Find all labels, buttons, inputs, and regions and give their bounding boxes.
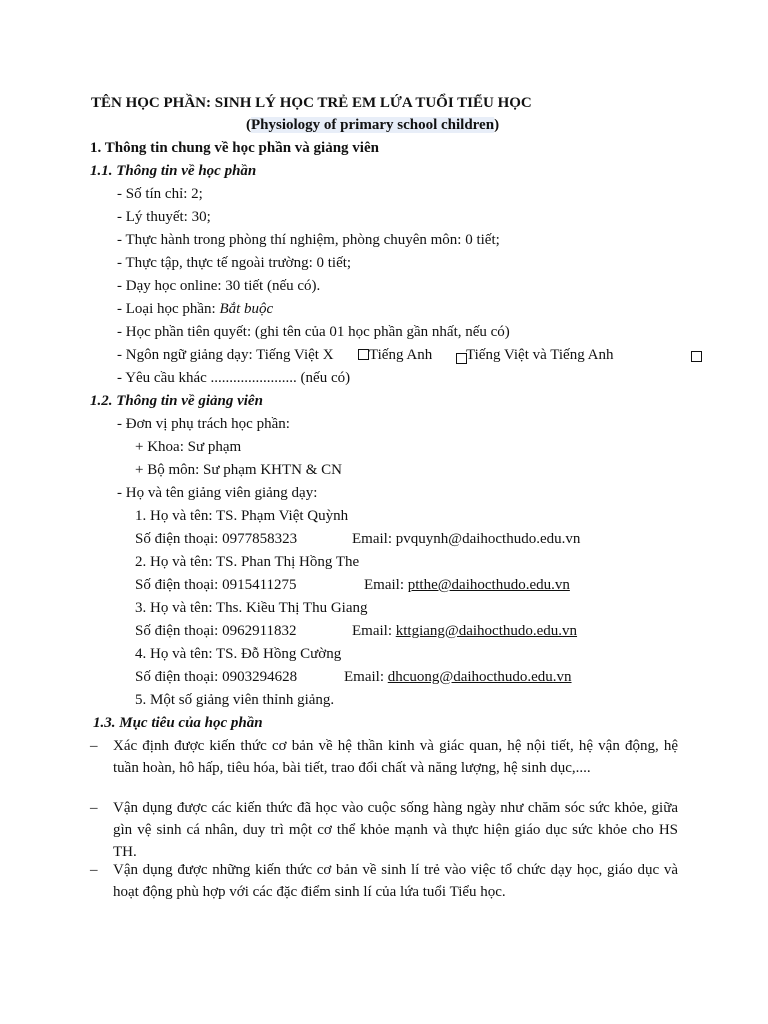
bullet-dash: – bbox=[90, 738, 98, 754]
course-title-english-text: Physiology of primary school children bbox=[251, 117, 495, 133]
language-line: - Ngôn ngữ giảng dạy: Tiếng Việt X bbox=[117, 347, 334, 363]
lecturer-phone: Số điện thoại: 0977858323 bbox=[135, 531, 298, 547]
lecturer-email: Email: ptthe@daihocthudo.edu.vn bbox=[364, 577, 570, 593]
language-english: Tiếng Anh bbox=[369, 347, 433, 363]
credits-line: - Số tín chỉ: 2; bbox=[117, 186, 203, 202]
lecturer-email: Email: pvquynh@daihocthudo.edu.vn bbox=[352, 531, 581, 547]
lab-line: - Thực hành trong phòng thí nghiệm, phòng chuyên môn: 0 tiết; bbox=[117, 232, 500, 248]
prerequisite-line: - Học phần tiên quyết: (ghi tên của 01 học phần gần nhất, nếu có) bbox=[117, 324, 510, 340]
unit-line: - Đơn vị phụ trách học phần: bbox=[117, 416, 290, 432]
online-line: - Dạy học online: 30 tiết (nếu có). bbox=[117, 278, 321, 294]
bullet-dash: – bbox=[90, 800, 98, 816]
language-both: Tiếng Việt và Tiếng Anh bbox=[466, 347, 614, 363]
course-title-english: (Physiology of primary school children) bbox=[246, 117, 500, 133]
lecturers-label: - Họ và tên giảng viên giảng dạy: bbox=[117, 485, 318, 501]
objective-item: Vận dụng được những kiến thức cơ bản về sinh lí trẻ vào việc tổ chức dạy học, giáo dục và hoạt động phù hợp với các đặc điểm sinh lí của lứa tuổi Tiểu học. bbox=[113, 862, 678, 900]
lecturer-name: 4. Họ và tên: TS. Đỗ Hồng Cường bbox=[135, 646, 342, 662]
lecturer-phone: Số điện thoại: 0962911832 bbox=[135, 623, 297, 639]
section-1-heading: 1. Thông tin chung về học phần và giảng viên bbox=[90, 140, 379, 156]
course-type-value: Bắt buộc bbox=[219, 301, 274, 317]
lecturer-name: 1. Họ và tên: TS. Phạm Việt Quỳnh bbox=[135, 508, 349, 524]
guest-lecturers-line: 5. Một số giảng viên thỉnh giảng. bbox=[135, 692, 335, 708]
section-1-2-heading: 1.2. Thông tin về giảng viên bbox=[90, 393, 263, 409]
email-link[interactable]: ptthe@daihocthudo.edu.vn bbox=[407, 577, 570, 593]
lecturer-phone: Số điện thoại: 0903294628 bbox=[135, 669, 298, 685]
email-link[interactable]: kttgiang@daihocthudo.edu.vn bbox=[395, 623, 578, 639]
field-line: - Thực tập, thực tế ngoài trường: 0 tiết; bbox=[117, 255, 352, 271]
email-link[interactable]: pvquynh@daihocthudo.edu.vn bbox=[395, 531, 581, 547]
checkbox-vietnamese-english[interactable] bbox=[691, 351, 702, 362]
course-type-line: - Loại học phần: Bắt buộc bbox=[117, 301, 274, 317]
email-link[interactable]: dhcuong@daihocthudo.edu.vn bbox=[387, 669, 572, 685]
lecturer-name: 2. Họ và tên: TS. Phan Thị Hồng The bbox=[135, 554, 360, 570]
lecturer-email: Email: dhcuong@daihocthudo.edu.vn bbox=[344, 669, 572, 685]
faculty-line: + Khoa: Sư phạm bbox=[135, 439, 242, 455]
checkbox-english[interactable] bbox=[358, 349, 369, 360]
department-line: + Bộ môn: Sư phạm KHTN & CN bbox=[135, 462, 343, 478]
objective-item: Xác định được kiến thức cơ bản về hệ thần kinh và giác quan, hệ nội tiết, hệ vận động, hệ tuần hoàn, hô hấp, tiêu hóa, bài tiết, trao đổi chất và năng lượng, hệ sinh dục,.... bbox=[113, 738, 678, 776]
lecturer-email: Email: kttgiang@daihocthudo.edu.vn bbox=[352, 623, 578, 639]
lecturer-name: 3. Họ và tên: Ths. Kiều Thị Thu Giang bbox=[135, 600, 368, 616]
section-1-1-heading: 1.1. Thông tin về học phần bbox=[90, 163, 257, 179]
lecturer-phone: Số điện thoại: 0915411275 bbox=[135, 577, 297, 593]
section-1-3-heading: 1.3. Mục tiêu của học phần bbox=[93, 715, 263, 731]
objective-item: Vận dụng được các kiến thức đã học vào cuộc sống hàng ngày như chăm sóc sức khỏe, giữa gìn vệ sinh cá nhân, duy trì một cơ thể khỏe mạnh và thực hiện giáo dục sức khỏe cho HS TH. bbox=[113, 800, 678, 860]
bullet-dash: – bbox=[90, 862, 98, 878]
other-requirements-line: - Yêu cầu khác ....................... (nếu có) bbox=[117, 370, 351, 386]
theory-line: - Lý thuyết: 30; bbox=[117, 209, 211, 225]
course-title: TÊN HỌC PHẦN: SINH LÝ HỌC TRẺ EM LỨA TUỔI TIỂU HỌC bbox=[91, 95, 532, 111]
